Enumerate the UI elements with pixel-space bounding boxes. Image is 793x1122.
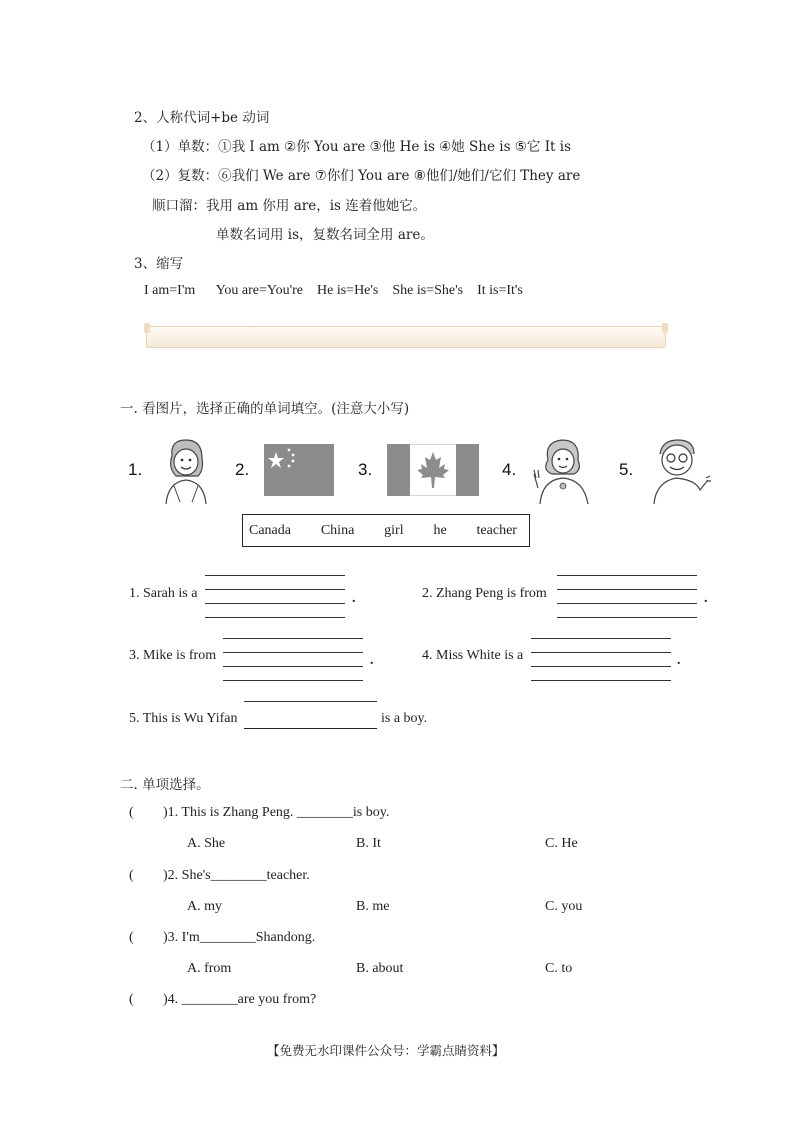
china-flag-icon — [264, 444, 334, 496]
question-2-paren[interactable]: ( — [129, 868, 134, 883]
word-bank-china: China — [320, 522, 355, 538]
grammar-rhyme-line-2: 单数名词用 is，复数名词全用 are。 — [216, 227, 434, 243]
question-2-option-c[interactable]: C. you — [545, 899, 583, 914]
section1-title: 一. 看图片，选择正确的单词填空。(注意大小写) — [120, 401, 410, 417]
question-3-option-a[interactable]: A. from — [187, 961, 232, 976]
question-1-option-a[interactable]: A. She — [187, 836, 226, 851]
picture-number-3: 3. — [358, 460, 373, 479]
question-3-option-b[interactable]: B. about — [356, 961, 404, 976]
grammar-heading-pronouns: 2、人称代词+be 动词 — [134, 110, 270, 126]
picture-number-4: 4. — [502, 460, 517, 479]
section2-title: 二. 单项选择。 — [120, 777, 210, 793]
question-4-stem: )4. ________are you from? — [163, 992, 317, 1007]
question-4-paren[interactable]: ( — [129, 992, 134, 1007]
question-2-option-a[interactable]: A. my — [187, 899, 222, 914]
fill-item-1-suffix: . — [352, 591, 356, 606]
teacher-illustration-icon — [530, 434, 596, 506]
word-bank — [242, 514, 530, 547]
decorative-banner — [146, 326, 666, 348]
grammar-rhyme-line-1: 顺口溜：我用 am 你用 are，is 连着他她它。 — [152, 198, 427, 214]
page-footer: 【免费无水印课件公众号：学霸点睛资料】 — [267, 1043, 505, 1058]
picture-number-2: 2. — [235, 460, 250, 479]
fill-item-5-suffix: is a boy. — [381, 711, 428, 726]
question-3-stem: )3. I'm________Shandong. — [163, 930, 316, 945]
grammar-singular-line: （1）单数：①我 I am ②你 You are ③他 He is ④她 She is ⑤它 It is — [142, 139, 572, 155]
girl-illustration-icon — [158, 436, 210, 506]
fill-item-1-prefix: 1. Sarah is a — [129, 586, 198, 601]
fill-item-5-prefix: 5. This is Wu Yifan — [129, 711, 238, 726]
contractions-line: I am=I'm You are=You're He is=He's She is=She's It is=It's — [144, 283, 523, 298]
fill-item-3-prefix: 3. Mike is from — [129, 648, 217, 663]
fill-item-2-suffix: . — [704, 591, 708, 606]
grammar-plural-line: （2）复数：⑥我们 We are ⑦你们 You are ⑧他们/她们/它们 They are — [142, 168, 581, 184]
picture-number-1: 1. — [128, 460, 143, 479]
question-1-stem: )1. This is Zhang Peng. ________is boy. — [163, 805, 390, 820]
question-1-option-c[interactable]: C. He — [545, 836, 578, 851]
picture-number-5: 5. — [619, 460, 634, 479]
question-2-option-b[interactable]: B. me — [356, 899, 390, 914]
question-1-option-b[interactable]: B. It — [356, 836, 381, 851]
word-bank-canada: Canada — [249, 522, 291, 538]
word-bank-he: he — [433, 522, 447, 538]
fill-item-4-prefix: 4. Miss White is a — [422, 648, 524, 663]
word-bank-girl: girl — [384, 522, 404, 538]
fill-item-2-prefix: 2. Zhang Peng is from — [422, 586, 547, 601]
question-1-paren[interactable]: ( — [129, 805, 134, 820]
question-3-option-c[interactable]: C. to — [545, 961, 573, 976]
boy-illustration-icon — [646, 436, 712, 506]
canada-flag-icon — [387, 444, 479, 496]
fill-item-3-suffix: . — [370, 653, 374, 668]
fill-item-4-suffix: . — [677, 653, 681, 668]
question-3-paren[interactable]: ( — [129, 930, 134, 945]
grammar-heading-contractions: 3、缩写 — [134, 256, 184, 272]
question-2-stem: )2. She's________teacher. — [163, 868, 310, 883]
word-bank-teacher: teacher — [476, 522, 517, 538]
